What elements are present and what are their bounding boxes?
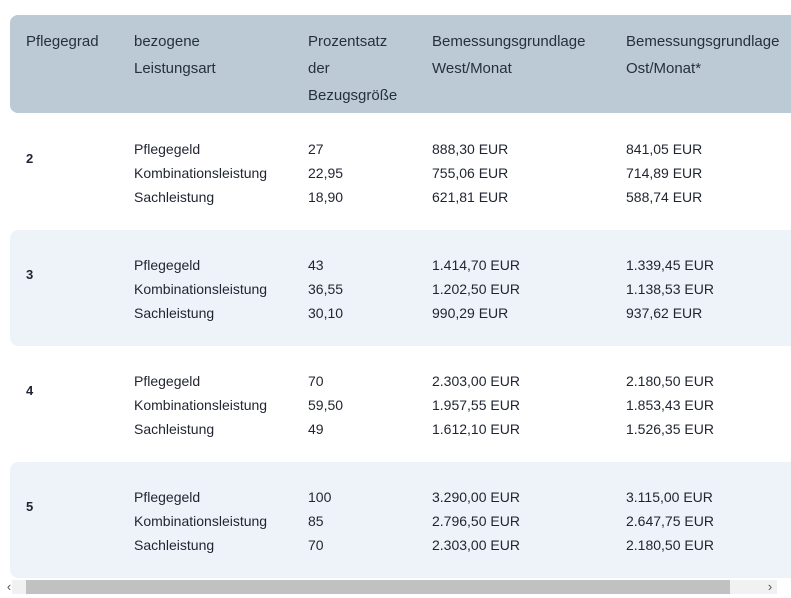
east-cell: 3.115,00 EUR (626, 489, 713, 505)
percent-cell: 30,10 (308, 305, 344, 321)
percent-cell: 49 (308, 421, 324, 437)
percent-cell: 27 (308, 141, 324, 157)
east-cell: 714,89 EUR (626, 165, 703, 181)
grade-cell: 4 (26, 383, 34, 398)
type-cell: Pflegegeld (134, 257, 201, 273)
header-line: West/Monat (432, 60, 512, 77)
percent-cell: 18,90 (308, 189, 344, 205)
east-cell: 1.853,43 EUR (626, 397, 714, 413)
header-line: Bezugsgröße (308, 87, 398, 104)
header-east (626, 28, 779, 82)
type-cell: Pflegegeld (134, 373, 201, 389)
east-cell: 937,62 EUR (626, 305, 703, 321)
east-cell: 1.138,53 EUR (626, 281, 714, 297)
type-cell: Kombinationsleistung (134, 281, 268, 297)
care-grade-table (10, 15, 791, 553)
percent-cell: 22,95 (308, 165, 344, 181)
type-cell: Sachleistung (134, 305, 215, 321)
percent-cell: 36,55 (308, 281, 344, 297)
east-cell: 2.647,75 EUR (626, 513, 714, 529)
east-cell: 1.526,35 EUR (626, 421, 714, 437)
horizontal-scrollbar[interactable] (0, 578, 791, 598)
type-cell: Kombinationsleistung (134, 513, 268, 529)
west-cell: 2.303,00 EUR (432, 537, 520, 553)
west-cell: 2.303,00 EUR (432, 373, 520, 389)
grade-cell: 5 (26, 499, 34, 514)
west-cell: 3.290,00 EUR (432, 489, 520, 505)
west-cell: 621,81 EUR (432, 189, 509, 205)
type-cell: Kombinationsleistung (134, 397, 268, 413)
header-line: Ost/Monat* (626, 60, 702, 77)
type-cell: Sachleistung (134, 421, 215, 437)
grade-cell: 3 (26, 267, 34, 282)
west-cell: 990,29 EUR (432, 305, 509, 321)
header-line: bezogene (134, 33, 200, 50)
type-cell: Sachleistung (134, 189, 215, 205)
header-west (432, 28, 585, 82)
percent-cell: 59,50 (308, 397, 344, 413)
header-type (134, 28, 216, 82)
east-cell: 588,74 EUR (626, 189, 703, 205)
west-cell: 1.202,50 EUR (432, 281, 520, 297)
percent-cell: 43 (308, 257, 324, 273)
east-cell: 2.180,50 EUR (626, 373, 714, 389)
header-percent (308, 28, 397, 109)
type-cell: Sachleistung (134, 537, 215, 553)
table-row-group (10, 346, 791, 462)
header-line: der (308, 60, 330, 77)
header-line: Pflegegrad (26, 33, 99, 50)
header-line: Bemessungsgrundlage (626, 33, 780, 50)
west-cell: 755,06 EUR (432, 165, 509, 181)
percent-cell: 85 (308, 513, 324, 529)
grade-cell: 2 (26, 151, 34, 166)
west-cell: 1.612,10 EUR (432, 421, 520, 437)
percent-cell: 70 (308, 537, 324, 553)
table-row-group (10, 114, 791, 230)
table-row-group (10, 230, 791, 346)
west-cell: 888,30 EUR (432, 141, 509, 157)
header-line: Prozentsatz (308, 33, 388, 50)
west-cell: 2.796,50 EUR (432, 513, 520, 529)
header-line: Leistungsart (134, 60, 216, 77)
west-cell: 1.957,55 EUR (432, 397, 520, 413)
scroll-left-icon[interactable]: ‹ (6, 579, 12, 594)
west-cell: 1.414,70 EUR (432, 257, 520, 273)
percent-cell: 70 (308, 373, 324, 389)
type-cell: Pflegegeld (134, 141, 201, 157)
percent-cell: 100 (308, 489, 332, 505)
table-header (10, 15, 791, 113)
scroll-right-icon[interactable]: › (767, 579, 773, 594)
type-cell: Pflegegeld (134, 489, 201, 505)
east-cell: 841,05 EUR (626, 141, 703, 157)
header-line: Bemessungsgrundlage (432, 33, 586, 50)
scrollbar-thumb[interactable] (26, 580, 730, 594)
header-grade (26, 28, 99, 55)
east-cell: 2.180,50 EUR (626, 537, 714, 553)
east-cell: 1.339,45 EUR (626, 257, 714, 273)
table-row-group (10, 462, 791, 578)
type-cell: Kombinationsleistung (134, 165, 268, 181)
